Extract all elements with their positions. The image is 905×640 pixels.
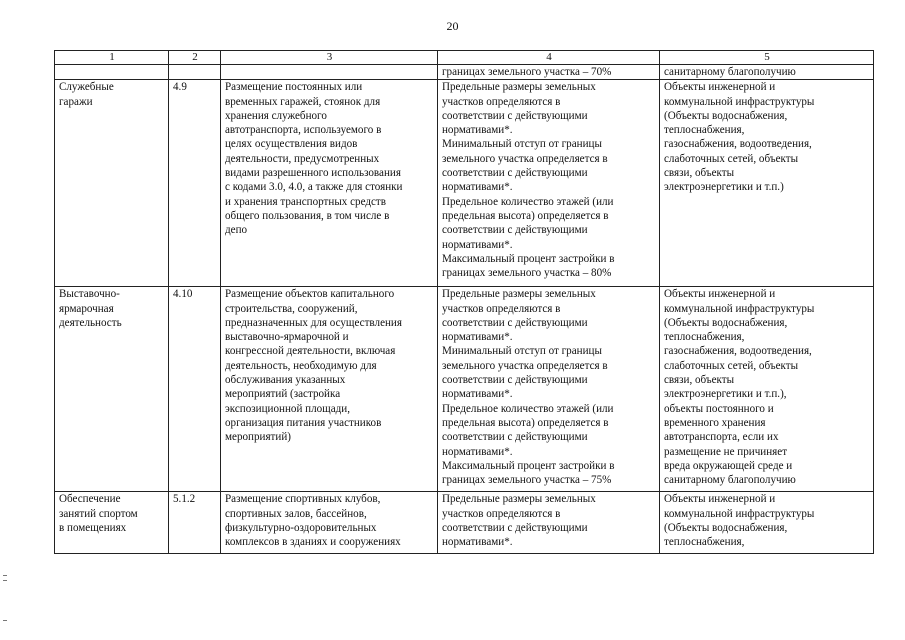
- text-line: санитарному благополучию: [664, 474, 796, 487]
- text-line: границах земельного участка – 70%: [442, 66, 612, 78]
- text-line: земельного участка определяется в: [442, 152, 608, 165]
- text-line: занятий спортом: [59, 507, 138, 520]
- text-line: с кодами 3.0, 4.0, а также для стоянки: [225, 181, 403, 194]
- cell-text: [664, 80, 870, 194]
- cell-parameters: [438, 80, 660, 287]
- column-header: 3: [221, 51, 438, 65]
- cell-auxiliary-uses: [660, 65, 874, 80]
- table-row: [55, 492, 874, 554]
- cell-parameters: [438, 492, 660, 554]
- text-line: предельная высота) определяется в: [442, 416, 609, 429]
- text-line: спортивных залов, бассейнов,: [225, 507, 367, 520]
- text-line: Предельные размеры земельных: [442, 81, 596, 94]
- column-header: 2: [169, 51, 221, 65]
- text-line: комплексов в зданиях и сооружениях: [225, 536, 401, 549]
- text-line: мероприятий): [225, 431, 291, 444]
- text-line: соответствии с действующими: [442, 521, 588, 534]
- land-use-table: [54, 50, 874, 554]
- cell-text: [59, 287, 165, 330]
- text-line: слаботочных сетей, объекты: [664, 152, 799, 165]
- text-line: связи, объекты: [664, 167, 735, 180]
- text-line: 4.10: [173, 288, 193, 301]
- text-line: общего пользования, в том числе в: [225, 209, 390, 222]
- text-line: Минимальный отступ от границы: [442, 138, 602, 151]
- cell-text: [442, 65, 656, 79]
- cell-use-code: [169, 287, 221, 492]
- cell-text: [664, 287, 870, 487]
- text-line: газоснабжения, водоотведения,: [664, 345, 812, 358]
- text-line: Максимальный процент застройки в: [442, 459, 615, 472]
- margin-mark: [3, 580, 7, 581]
- cell-use-description: [221, 492, 438, 554]
- text-line: конгрессной деятельности, включая: [225, 345, 396, 358]
- text-line: обслуживания указанных: [225, 374, 346, 387]
- text-line: нормативами*.: [442, 181, 513, 194]
- text-line: деятельность, необходимую для: [225, 359, 377, 372]
- text-line: (Объекты водоснабжения,: [664, 521, 788, 534]
- cell-use-description: [221, 65, 438, 80]
- text-line: предельная высота) определяется в: [442, 209, 609, 222]
- text-line: Предельное количество этажей (или: [442, 195, 614, 208]
- text-line: соответствии с действующими: [442, 167, 588, 180]
- text-line: соответствии с действующими: [442, 224, 588, 237]
- text-line: Размещение спортивных клубов,: [225, 493, 381, 506]
- cell-text: [664, 65, 870, 79]
- text-line: нормативами*.: [442, 536, 513, 549]
- text-line: соответствии с действующими: [442, 316, 588, 329]
- text-line: Максимальный процент застройки в: [442, 252, 615, 265]
- cell-use-name: [55, 65, 169, 80]
- margin-mark: [3, 575, 7, 576]
- text-line: гаражи: [59, 95, 93, 108]
- column-header: 4: [438, 51, 660, 65]
- cell-parameters: [438, 65, 660, 80]
- cell-auxiliary-uses: [660, 287, 874, 492]
- text-line: деятельности, предусмотренных: [225, 152, 380, 165]
- text-line: Размещение постоянных или: [225, 81, 363, 94]
- text-line: коммунальной инфраструктуры: [664, 507, 815, 520]
- cell-text: [173, 492, 217, 506]
- cell-use-code: [169, 492, 221, 554]
- text-line: Объекты инженерной и: [664, 493, 776, 506]
- text-line: нормативами*.: [442, 238, 513, 251]
- table-header-row: [55, 51, 874, 65]
- text-line: размещение не причиняет: [664, 445, 788, 458]
- text-line: соответствии с действующими: [442, 374, 588, 387]
- text-line: (Объекты водоснабжения,: [664, 316, 788, 329]
- cell-parameters: [438, 287, 660, 492]
- cell-use-description: [221, 287, 438, 492]
- text-line: соответствии с действующими: [442, 109, 588, 122]
- text-line: целях осуществления видов: [225, 138, 358, 151]
- text-line: коммунальной инфраструктуры: [664, 302, 815, 315]
- text-line: Предельные размеры земельных: [442, 493, 596, 506]
- text-line: электроэнергетики и т.п.): [664, 181, 784, 194]
- cell-text: [225, 492, 434, 549]
- text-line: границах земельного участка – 75%: [442, 474, 612, 487]
- text-line: электроэнергетики и т.п.),: [664, 388, 787, 401]
- cell-text: [442, 492, 656, 549]
- text-line: деятельность: [59, 316, 122, 329]
- table-row: [55, 287, 874, 492]
- text-line: временных гаражей, стоянок для: [225, 95, 381, 108]
- text-line: Предельное количество этажей (или: [442, 402, 614, 415]
- text-line: слаботочных сетей, объекты: [664, 359, 799, 372]
- text-line: организация питания участников: [225, 416, 382, 429]
- text-line: хранения служебного: [225, 109, 327, 122]
- text-line: видами разрешенного использования: [225, 167, 401, 180]
- text-line: выставочно-ярмарочной и: [225, 331, 349, 344]
- text-line: коммунальной инфраструктуры: [664, 95, 815, 108]
- text-line: в помещениях: [59, 521, 127, 534]
- text-line: теплоснабжения,: [664, 536, 745, 549]
- cell-use-name: [55, 80, 169, 287]
- text-line: 4.9: [173, 81, 187, 94]
- column-header: 5: [660, 51, 874, 65]
- cell-auxiliary-uses: [660, 492, 874, 554]
- text-line: Объекты инженерной и: [664, 81, 776, 94]
- text-line: вреда окружающей среде и: [664, 459, 793, 472]
- cell-use-name: [55, 287, 169, 492]
- text-line: мероприятий (застройка: [225, 388, 341, 401]
- text-line: Обеспечение: [59, 493, 121, 506]
- text-line: 5.1.2: [173, 493, 196, 506]
- text-line: временного хранения: [664, 416, 766, 429]
- text-line: соответствии с действующими: [442, 431, 588, 444]
- text-line: экспозиционной площади,: [225, 402, 350, 415]
- text-line: нормативами*.: [442, 388, 513, 401]
- text-line: теплоснабжения,: [664, 124, 745, 137]
- cell-use-code: [169, 80, 221, 287]
- text-line: ярмарочная: [59, 302, 114, 315]
- cell-use-name: [55, 492, 169, 554]
- cell-text: [225, 80, 434, 237]
- margin-mark: [3, 620, 7, 621]
- text-line: участков определяются в: [442, 507, 561, 520]
- text-line: и хранения транспортных средств: [225, 195, 387, 208]
- cell-use-code: [169, 65, 221, 80]
- table-row: [55, 65, 874, 80]
- text-line: нормативами*.: [442, 445, 513, 458]
- text-line: депо: [225, 224, 248, 237]
- cell-text: [664, 492, 870, 549]
- table-row: [55, 80, 874, 287]
- text-line: санитарному благополучию: [664, 66, 796, 78]
- text-line: нормативами*.: [442, 124, 513, 137]
- text-line: теплоснабжения,: [664, 331, 745, 344]
- cell-text: [442, 287, 656, 487]
- text-line: автотранспорта, используемого в: [225, 124, 382, 137]
- text-line: границах земельного участка – 80%: [442, 267, 612, 280]
- text-line: газоснабжения, водоотведения,: [664, 138, 812, 151]
- text-line: Предельные размеры земельных: [442, 288, 596, 301]
- text-line: предназначенных для осуществления: [225, 316, 402, 329]
- text-line: Размещение объектов капитального: [225, 288, 395, 301]
- text-line: земельного участка определяется в: [442, 359, 608, 372]
- cell-text: [173, 287, 217, 301]
- cell-text: [173, 80, 217, 94]
- cell-use-description: [221, 80, 438, 287]
- text-line: объекты постоянного и: [664, 402, 774, 415]
- page-number: 20: [446, 19, 459, 33]
- cell-text: [59, 80, 165, 109]
- text-line: Объекты инженерной и: [664, 288, 776, 301]
- text-line: связи, объекты: [664, 374, 735, 387]
- text-line: физкультурно-оздоровительных: [225, 521, 377, 534]
- cell-text: [225, 287, 434, 444]
- text-line: строительства, сооружений,: [225, 302, 358, 315]
- text-line: Служебные: [59, 81, 114, 94]
- text-line: нормативами*.: [442, 331, 513, 344]
- text-line: участков определяются в: [442, 302, 561, 315]
- text-line: участков определяются в: [442, 95, 561, 108]
- cell-text: [59, 492, 165, 535]
- text-line: Минимальный отступ от границы: [442, 345, 602, 358]
- cell-text: [442, 80, 656, 280]
- text-line: Выставочно-: [59, 288, 120, 301]
- column-header: 1: [55, 51, 169, 65]
- text-line: автотранспорта, если их: [664, 431, 779, 444]
- text-line: (Объекты водоснабжения,: [664, 109, 788, 122]
- cell-auxiliary-uses: [660, 80, 874, 287]
